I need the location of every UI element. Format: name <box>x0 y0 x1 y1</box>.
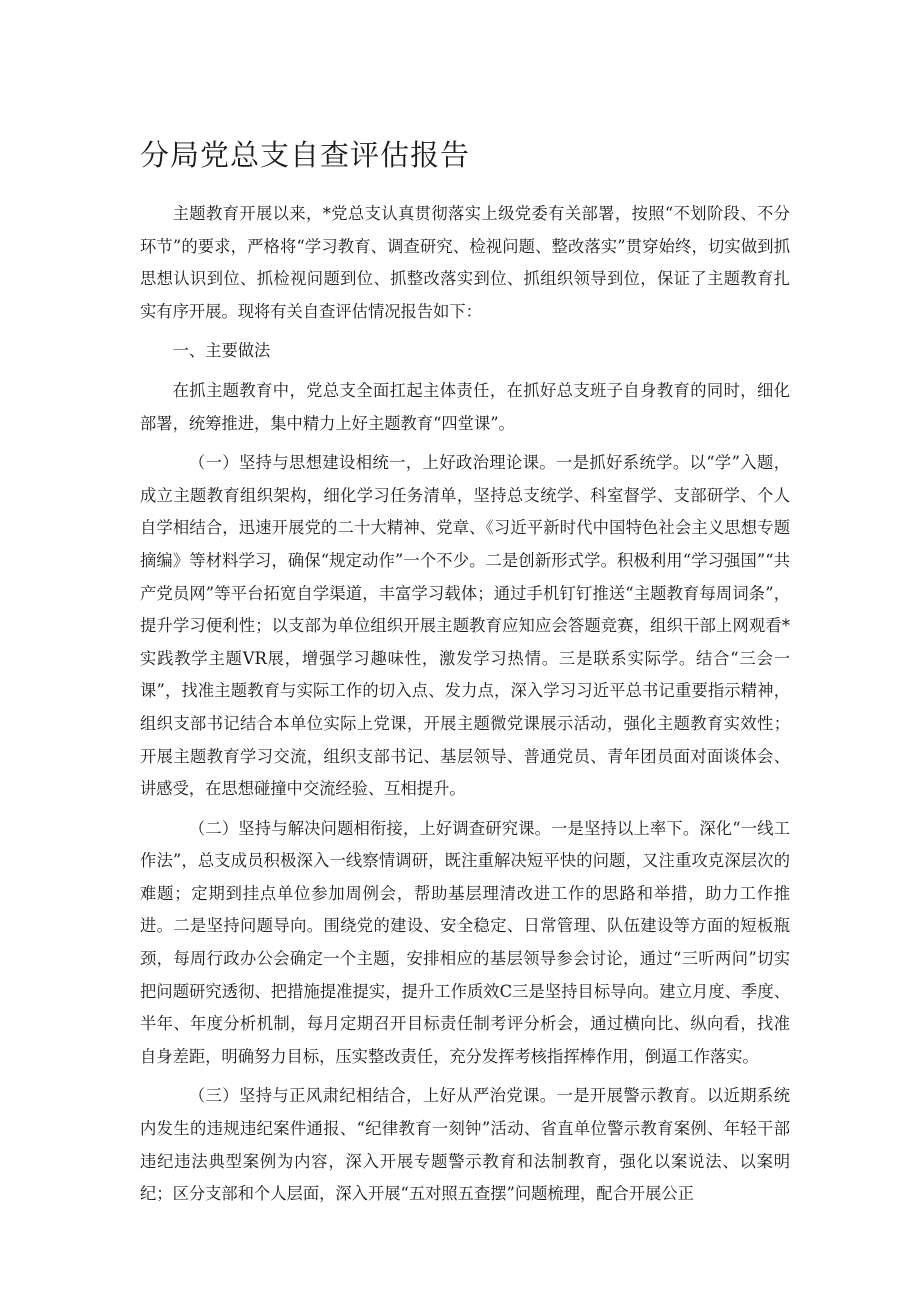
section-intro-paragraph: 在抓主题教育中，党总支全面扛起主体责任，在抓好总支班子自身教育的同时，细化部署，统筹推进，集中精力上好主题教育“四堂课”。 <box>140 380 790 433</box>
intro-paragraph: 主题教育开展以来，*党总支认真贯彻落实上级党委有关部署，按照“不划阶段、不分环节”的要求，严格将“学习教育、调查研究、检视问题、整改落实”贯穿始终，切实做到抓思想认识到位、抓检视问题到位、抓整改落实到位、抓组织领导到位，保证了主题教育扎实有序开展。现将有关自查评估情况报告如下： <box>140 204 790 321</box>
subsection-2-paragraph: （二）坚持与解决问题相衔接，上好调查研究课。一是坚持以上率下。深化“一线工作法”，总支成员积极深入一线察情调研，既注重解决短平快的问题，又注重攻克深层次的难题；定期到挂点单位参加周例会，帮助基层理清改进工作的思路和举措，助力工作推进。二是坚持问题导向。围绕党的建设、安全稳定、日常管理、队伍建设等方面的短板瓶颈，每周行政办公会确定一个主题，安排相应的基层领导参会讨论，通过“三听两问”切实把问题研究透彻、把措施提准提实，提升工作质效C三是坚持目标导向。建立月度、季度、半年、年度分析机制，每月定期召开目标责任制考评分析会，通过横向比、纵向看，找准自身差距，明确努力目标，压实整改责任，充分发挥考核指挥棒作用，倒逼工作落实。 <box>140 818 790 1066</box>
document-title: 分局党总支自查评估报告 <box>140 138 471 172</box>
subsection-1-paragraph: （一）坚持与思想建设相统一，上好政治理论课。一是抓好系统学。以“学”入题，成立主题教育组织架构，细化学习任务清单，坚持总支统学、科室督学、支部研学、个人自学相结合，迅速开展党的二十大精神、党章、《习近平新时代中国特色社会主义思想专题摘编》等材料学习，确保“规定动作”一个不少。二是创新形式学。积极利用“学习强国”“共产党员网”等平台拓宽自学渠道，丰富学习载体；通过手机钉钉推送“主题教育每周词条”，提升学习便利性；以支部为单位组织开展主题教育应知应会答题竞赛，组织干部上网观看*实践教学主题VR展，增强学习趣味性，激发学习热情。三是联系实际学。结合“三会一课”，找准主题教育与实际工作的切入点、发力点，深入学习习近平总书记重要指示精神，组织支部书记结合本单位实际上党课，开展主题微党课展示活动，强化主题教育实效性；开展主题教育学习交流，组织支部书记、基层领导、普通党员、青年团员面对面谈体会、讲感受，在思想碰撞中交流经验、互相提升。 <box>140 453 790 799</box>
document-body <box>140 198 790 1218</box>
subsection-3-paragraph: （三）坚持与正风肃纪相结合，上好从严治党课。一是开展警示教育。以近期系统内发生的违规违纪案件通报、“纪律教育一刻钟”活动、省直单位警示教育案例、年轻干部违纪违法典型案例为内容，深入开展专题警示教育和法制教育，强化以案说法、以案明纪；区分支部和个人层面，深入开展“五对照五查摆”问题梳理，配合开展公正 <box>140 1086 790 1204</box>
section-heading-main-practices: 一、主要做法 <box>172 341 271 361</box>
